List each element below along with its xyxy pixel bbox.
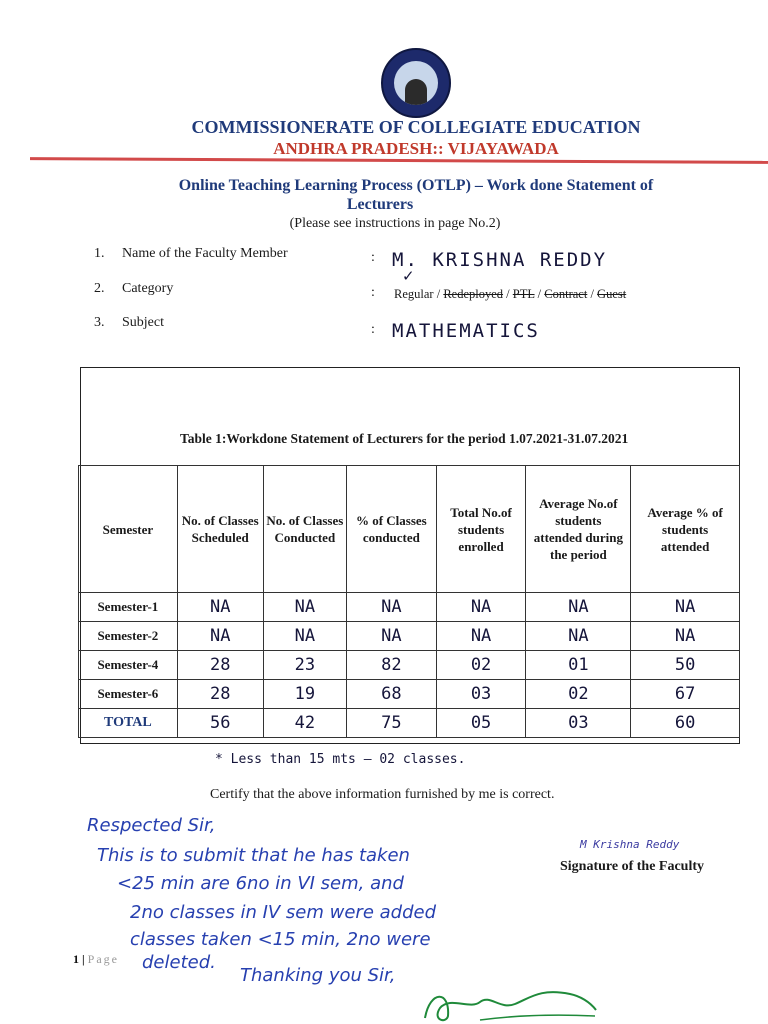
value-cell: 60 (631, 709, 740, 738)
header-avg-students-attended: Average No.of students attended during the period (526, 466, 631, 593)
value-cell: NA (263, 622, 346, 651)
value-cell: 28 (177, 651, 263, 680)
graduate-figure-icon (405, 79, 427, 105)
field-number: 1. (94, 246, 105, 261)
letter-line: deleted. (142, 952, 216, 973)
category-redeployed: Redeployed (443, 287, 504, 301)
semester-cell: Semester-6 (79, 680, 178, 709)
value-cell: NA (347, 622, 437, 651)
value-cell: 02 (436, 651, 526, 680)
header-students-enrolled: Total No.of students enrolled (436, 466, 526, 593)
value-cell: 82 (347, 651, 437, 680)
header-classes-scheduled: No. of Classes Scheduled (177, 466, 263, 593)
certification-statement: Certify that the above information furnished by me is correct. (210, 787, 555, 802)
semester-cell: Semester-2 (79, 622, 178, 651)
table-row (79, 680, 740, 709)
value-cell: 02 (526, 680, 631, 709)
total-label-cell: TOTAL (79, 709, 178, 738)
field-colon: : (371, 322, 375, 337)
header-percent-conducted: % of Classes conducted (347, 466, 437, 593)
value-cell: 56 (177, 709, 263, 738)
tick-mark-icon: ✓ (402, 269, 415, 285)
table-row (79, 651, 740, 680)
header-semester: Semester (79, 466, 178, 593)
value-cell: 03 (436, 680, 526, 709)
field-label-category: Category (122, 281, 174, 296)
signature-label: Signature of the Faculty (560, 859, 705, 874)
value-cell: 68 (347, 680, 437, 709)
approval-signature-mark (420, 980, 600, 1024)
value-cell: 67 (631, 680, 740, 709)
value-cell: NA (177, 593, 263, 622)
form-title: Online Teaching Learning Process (OTLP) – Work done Statement of (178, 177, 654, 194)
value-cell: 23 (263, 651, 346, 680)
table-row (79, 622, 740, 651)
logo-emblem (394, 61, 438, 105)
value-cell: NA (526, 622, 631, 651)
value-cell: 42 (263, 709, 346, 738)
value-cell: NA (177, 622, 263, 651)
value-cell: NA (526, 593, 631, 622)
category-ptl: PTL (512, 287, 535, 301)
table-caption: Table 1:Workdone Statement of Lecturers for the period 1.07.2021-31.07.2021 (180, 431, 629, 446)
handwritten-footnote: * Less than 15 mts — 02 classes. (215, 752, 466, 767)
value-cell: 75 (347, 709, 437, 738)
institution-logo (381, 48, 451, 118)
value-cell: NA (263, 593, 346, 622)
field-colon: : (371, 285, 375, 300)
semester-cell: Semester-4 (79, 651, 178, 680)
category-contract: Contract (544, 287, 588, 301)
page-footer: 1 | Page (73, 952, 119, 966)
table-header-row (79, 466, 740, 593)
value-cell: NA (436, 622, 526, 651)
value-cell: 50 (631, 651, 740, 680)
field-label-name: Name of the Faculty Member (122, 246, 288, 261)
field-label-subject: Subject (122, 315, 164, 330)
value-cell: 03 (526, 709, 631, 738)
letter-line: <25 min are 6no in VI sem, and (117, 873, 404, 894)
letter-line: This is to submit that he has taken (97, 845, 410, 866)
table-row (79, 593, 740, 622)
category-regular: Regular (394, 287, 434, 301)
faculty-name-value: M. KRISHNA REDDY (392, 249, 608, 271)
value-cell: 01 (526, 651, 631, 680)
field-number: 2. (94, 281, 105, 296)
category-options: Regular / Redeployed / PTL / Contract / Guest (394, 287, 627, 301)
field-number: 3. (94, 315, 105, 330)
page-number: 1 (73, 952, 79, 966)
instructions-note: (Please see instructions in page No.2) (289, 216, 501, 231)
org-location: ANDHRA PRADESH:: VIJAYAWADA (273, 139, 559, 158)
table-total-row (79, 709, 740, 738)
value-cell: NA (436, 593, 526, 622)
value-cell: NA (347, 593, 437, 622)
value-cell: 28 (177, 680, 263, 709)
header-classes-conducted: No. of Classes Conducted (263, 466, 346, 593)
letter-line: Respected Sir, (87, 815, 216, 836)
form-title-cont: Lecturers (346, 196, 414, 213)
semester-cell: Semester-1 (79, 593, 178, 622)
category-guest: Guest (597, 287, 627, 301)
field-colon: : (371, 250, 375, 265)
letter-line: Thanking you Sir, (240, 965, 396, 986)
org-name: COMMISSIONERATE OF COLLEGIATE EDUCATION (191, 117, 641, 137)
faculty-signature: M Krishna Reddy (580, 838, 680, 851)
value-cell: NA (631, 622, 740, 651)
value-cell: 19 (263, 680, 346, 709)
letter-line: classes taken <15 min, 2no were (130, 929, 431, 950)
page-word: Page (87, 952, 119, 966)
header-avg-percent-attended: Average % of students attended (631, 466, 740, 593)
value-cell: 05 (436, 709, 526, 738)
subject-value: MATHEMATICS (392, 320, 540, 342)
workdone-table (78, 465, 740, 738)
letter-line: 2no classes in IV sem were added (130, 902, 437, 923)
value-cell: NA (631, 593, 740, 622)
